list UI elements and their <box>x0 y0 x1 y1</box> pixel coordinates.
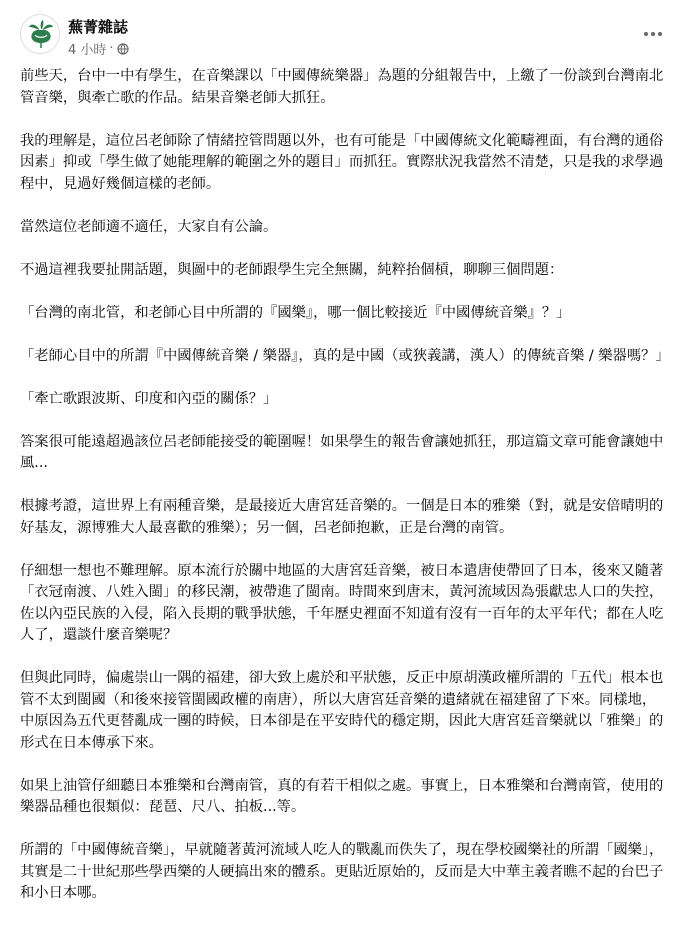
post-paragraph: 「老師心目中的所謂『中國傳統音樂 / 樂器』，真的是中國（或狹義講，漢人）的傳統音樂 / 樂器嗎？」 <box>20 347 670 364</box>
post-paragraph: 答案很可能遠超過該位呂老師能接受的範圍喔！如果學生的報告會讓她抓狂，那這篇文章可能會讓她中風... <box>20 433 664 471</box>
post-paragraph: 「牽亡歌跟波斯、印度和內亞的關係？」 <box>20 390 278 407</box>
more-options-button[interactable] <box>639 20 667 48</box>
globe-icon <box>117 43 129 55</box>
post-paragraph: 前些天，台中一中有學生，在音樂課以「中國傳統樂器」為題的分組報告中，上繳了一份談到台灣南北管音樂，與牽亡歌的作品。結果音樂老師大抓狂。 <box>20 68 664 106</box>
more-horizontal-icon <box>643 31 663 37</box>
avatar[interactable] <box>20 14 60 54</box>
post-paragraph: 所謂的「中國傳統音樂」，早就隨著黃河流域人吃人的戰亂而佚失了，現在學校國樂社的所謂「國樂」，其實是二十世紀那些學西樂的人硬搞出來的體系。更貼近原始的，反而是大中華主義者瞧不起的台巴子和小日本哪。 <box>20 842 664 901</box>
post-body <box>20 66 670 926</box>
post-meta <box>68 39 129 58</box>
post-paragraph: 根據考證，這世界上有兩種音樂，是最接近大唐宮廷音樂的。一個是日本的雅樂（對，就是安倍晴明的好基友，源博雅大人最喜歡的雅樂）；另一個，呂老師抱歉，正是台灣的南管。 <box>20 498 664 536</box>
page-name[interactable]: 蕪菁雜誌 <box>68 18 129 36</box>
post-paragraph: 但與此同時，偏處崇山一隅的福建，卻大致上處於和平狀態，反正中原胡漢政權所謂的「五代」根本也管不太到閩國（和後來接管閩國政權的南唐），所以大唐宮廷音樂的遺緒就在福建留了下來。同樣地，中原因為五代更替亂成一團的時候，日本卻是在平安時代的穩定期，因此大唐宮廷音樂就以「雅樂」的形式在日本傳承下來。 <box>20 670 664 751</box>
post-paragraph: 如果上油管仔細聽日本雅樂和台灣南管，真的有若干相似之處。事實上，日本雅樂和台灣南管，使用的樂器品種也很類似：琵琶、尺八、拍板...等。 <box>20 777 664 815</box>
post-paragraph: 不過這裡我要扯開話題，與圖中的老師跟學生完全無關，純粹抬個槓，聊聊三個問題： <box>20 261 564 278</box>
post-paragraph: 「台灣的南北管，和老師心目中所謂的『國樂』，哪一個比較接近『中國傳統音樂』？」 <box>20 304 571 321</box>
post-header <box>20 14 667 58</box>
meta-separator: · <box>109 41 114 56</box>
post-paragraph: 仔細想一想也不難理解。原本流行於關中地區的大唐宮廷音樂，被日本遣唐使帶回了日本，後來又隨著「衣冠南渡、八姓入閩」的移民潮，被帶進了閩南。時間來到唐末，黃河流域因為張獻忠人口的失控，佐以內亞民族的入侵，陷入長期的戰爭狀態，千年歷史裡面不知道有沒有一百年的太平年代；都在人吃人了，還談什麼音樂呢？ <box>20 562 664 643</box>
post-paragraph: 我的理解是，這位呂老師除了情緒控管問題以外，也有可能是「中國傳統文化範疇裡面，有台灣的通俗因素」抑或「學生做了她能理解的範圍之外的題目」而抓狂。實際狀況我當然不清楚，只是我的求學過程中，見過好幾個這樣的老師。 <box>20 132 664 192</box>
turnip-icon <box>21 15 60 54</box>
post-time[interactable]: 4 小時 <box>68 43 107 58</box>
post-paragraph: 當然這位老師適不適任，大家自有公論。 <box>20 218 278 235</box>
